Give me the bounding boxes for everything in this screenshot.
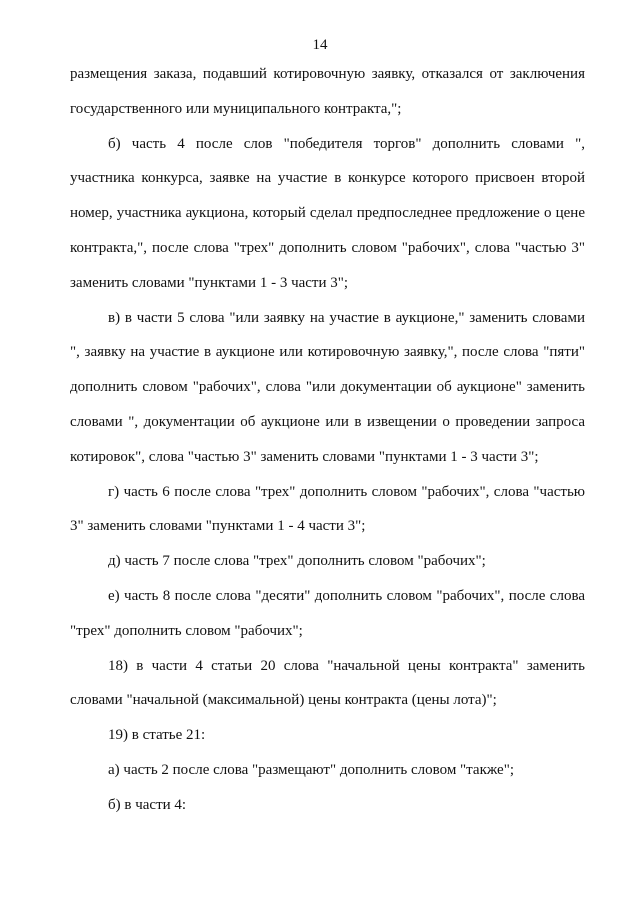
paragraph-item-d-part-7: д) часть 7 после слова "трех" дополнить словом "рабочих"; bbox=[108, 553, 486, 570]
paragraph-continuation: размещения заказа, подавший котировочную заявку, отказался от заключения государственного или муниципального контракта,"; bbox=[70, 66, 585, 117]
paragraph-item-v-part-5: в) в части 5 слова "или заявку на участие в аукционе," заменить словами ", заявку на участие в аукционе или котировочную заявку,", после слова "пяти" дополнить словом "рабочих", слова "или документации об аукционе" заменить словами ", документации об аукционе или в извещении о проведении запроса котировок", слова "частью 3" заменить словами "пунктами 1 - 3 части 3"; bbox=[70, 309, 585, 465]
paragraph-item-e-part-8: е) часть 8 после слова "десяти" дополнить словом "рабочих", после слова "трех" дополнить словом "рабочих"; bbox=[70, 587, 585, 639]
paragraph-item-b-part-4: б) часть 4 после слов "победителя торгов" дополнить словами ", участника конкурса, заявке на участие в конкурсе которого присвоен второй номер, участника аукциона, который сделал предпоследнее предложение о цене контракта,", после слова "трех" дополнить словом "рабочих", слова "частью 3" заменить словами "пунктами 1 - 3 части 3"; bbox=[70, 135, 585, 291]
paragraph-item-g-part-6: г) часть 6 после слова "трех" дополнить словом "рабочих", слова "частью 3" заменить словами "пунктами 1 - 4 части 3"; bbox=[70, 483, 585, 535]
document-body bbox=[70, 57, 585, 823]
paragraph-item-a-part-2: а) часть 2 после слова "размещают" дополнить словом "также"; bbox=[108, 761, 514, 778]
page-number: 14 bbox=[312, 37, 328, 53]
paragraph-item-18: 18) в части 4 статьи 20 слова "начальной цены контракта" заменить словами "начальной (максимальной) цены контракта (цены лота)"; bbox=[70, 657, 585, 709]
paragraph-item-19: 19) в статье 21: bbox=[108, 727, 206, 744]
paragraph-item-b-part-4-article-21: б) в части 4: bbox=[108, 796, 187, 813]
